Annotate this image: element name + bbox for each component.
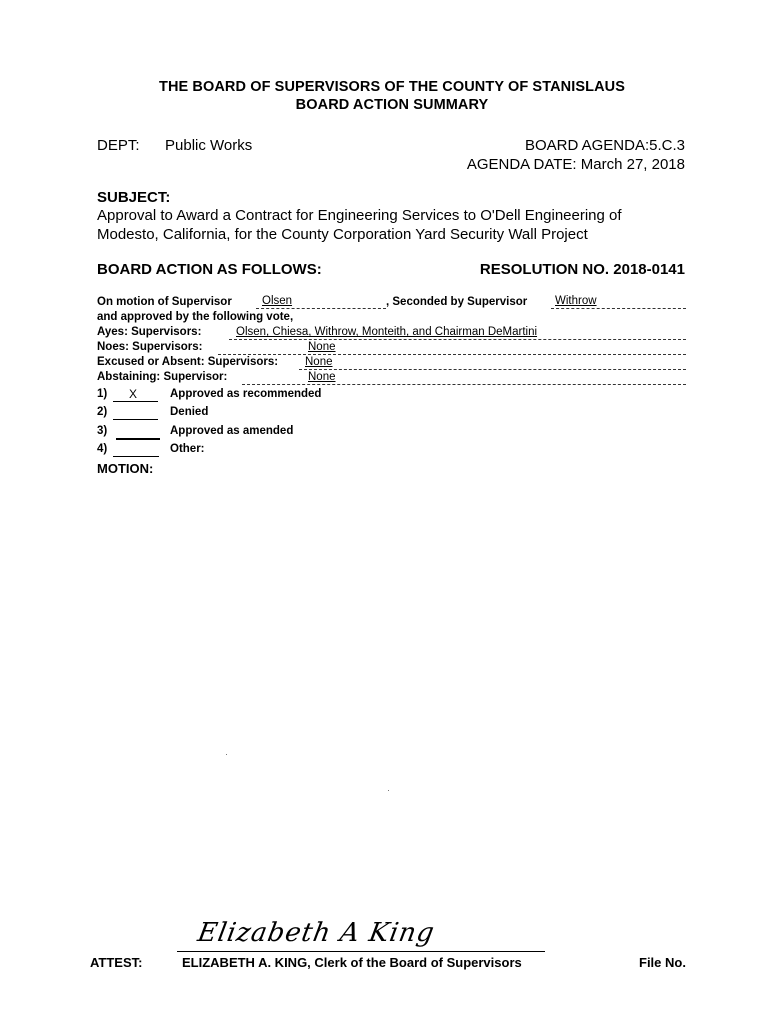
resolution-number: RESOLUTION NO. 2018-0141 [479, 261, 685, 278]
scan-speck [226, 754, 227, 755]
option-1-label: Approved as recommended [170, 388, 322, 400]
subject-line-1: Approval to Award a Contract for Engineering Services to O'Dell Engineering of [97, 207, 622, 224]
option-2-number: 2) [97, 406, 108, 418]
dept-label: DEPT: [97, 137, 140, 154]
document-subtitle: BOARD ACTION SUMMARY [295, 97, 489, 113]
noes-value: None [308, 341, 336, 353]
excused-label: Excused or Absent: Supervisors: [97, 356, 279, 368]
agenda-date: AGENDA DATE: March 27, 2018 [466, 156, 685, 173]
option-3-blank[interactable] [116, 438, 160, 440]
option-3-number: 3) [97, 425, 108, 437]
option-1-mark: X [129, 387, 138, 401]
document-title: THE BOARD OF SUPERVISORS OF THE COUNTY OF STANISLAUS [158, 79, 625, 95]
clerk-signature: Elizabeth A King [195, 918, 438, 948]
motion-label: On motion of Supervisor [97, 296, 232, 308]
approved-by-vote-text: and approved by the following vote, [97, 311, 294, 323]
board-action-label: BOARD ACTION AS FOLLOWS: [97, 261, 322, 278]
scan-speck [388, 790, 389, 791]
abstaining-value: None [308, 371, 336, 383]
clerk-name: ELIZABETH A. KING, Clerk of the Board of Supervisors [182, 955, 522, 970]
seconded-line [551, 308, 686, 309]
ayes-label: Ayes: Supervisors: [97, 326, 202, 338]
signature-line [177, 951, 545, 952]
abstaining-label: Abstaining: Supervisor: [97, 371, 228, 383]
option-4-blank[interactable] [113, 456, 159, 457]
subject-label: SUBJECT: [97, 189, 171, 206]
seconded-supervisor: Withrow [555, 295, 597, 307]
option-4-label: Other: [170, 443, 205, 455]
seconded-label: , Seconded by Supervisor [386, 296, 528, 308]
ayes-value: Olsen, Chiesa, Withrow, Monteith, and Chairman DeMartini [236, 326, 538, 338]
option-2-label: Denied [170, 406, 209, 418]
option-1-number: 1) [97, 388, 108, 400]
attest-label: ATTEST: [90, 955, 143, 970]
file-number-label: File No. [639, 955, 686, 970]
excused-value: None [305, 356, 333, 368]
option-4-number: 4) [97, 443, 108, 455]
dept-value: Public Works [165, 137, 253, 154]
noes-label: Noes: Supervisors: [97, 341, 203, 353]
option-3-label: Approved as amended [170, 425, 294, 437]
motion-supervisor: Olsen [262, 295, 293, 307]
motion-section-label: MOTION: [97, 461, 154, 476]
motion-line [256, 308, 386, 309]
ayes-line [229, 339, 686, 340]
subject-line-2: Modesto, California, for the County Corporation Yard Security Wall Project [97, 226, 588, 243]
board-agenda: BOARD AGENDA:5.C.3 [524, 137, 685, 154]
option-2-blank[interactable] [113, 419, 158, 420]
noes-line [218, 354, 686, 355]
excused-line [299, 369, 686, 370]
option-1-blank[interactable] [113, 401, 158, 402]
abstaining-line [242, 384, 686, 385]
